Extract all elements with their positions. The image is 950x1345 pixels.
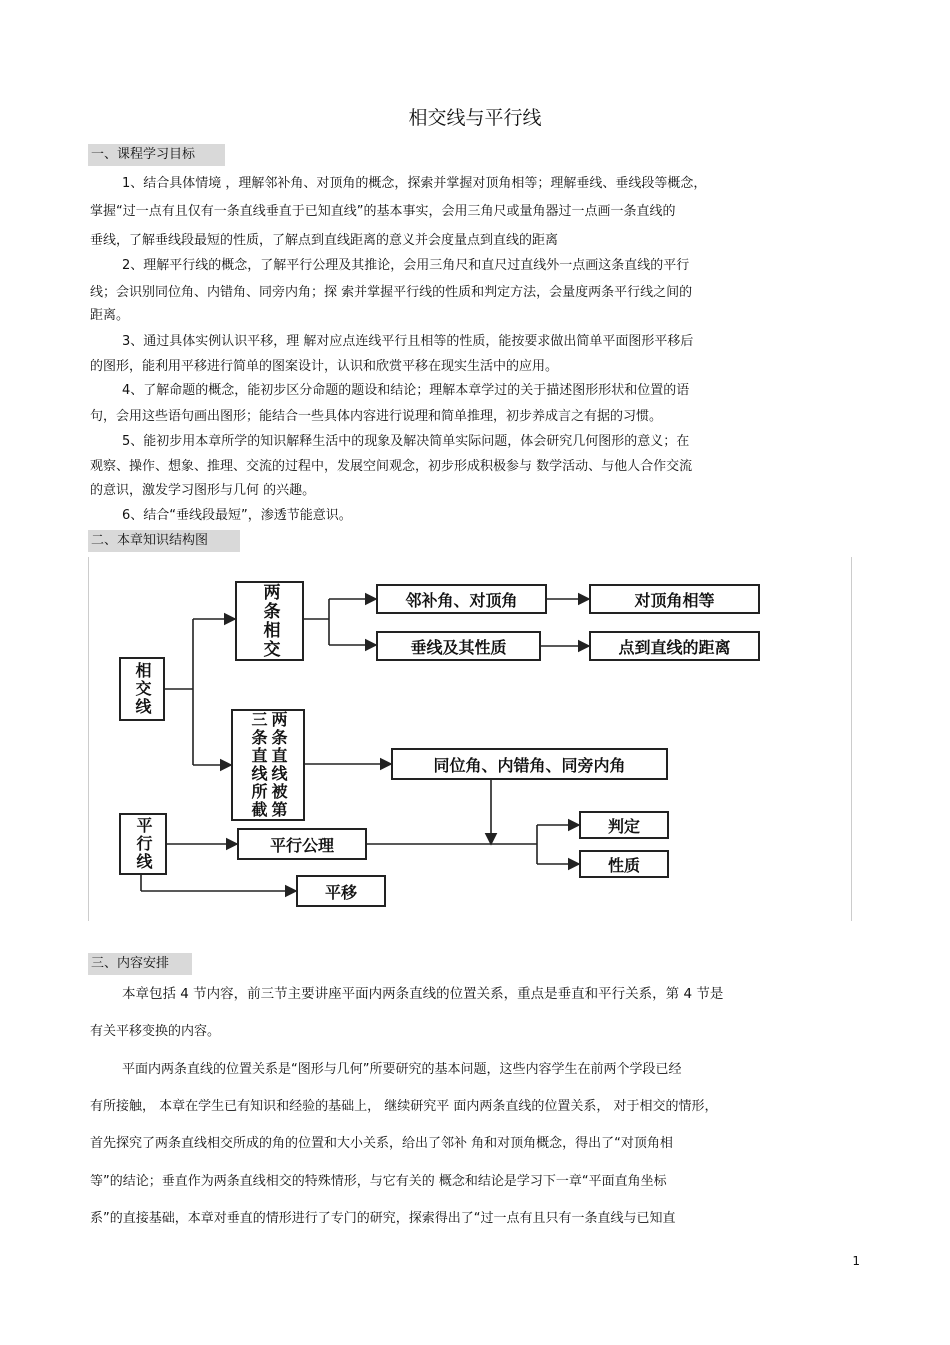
box-two-intersecting-lines: 两条相交: [235, 581, 304, 661]
box-vertical-angles-equal: 对顶角相等: [589, 584, 760, 614]
goal-line: 4、了解命题的概念，能初步区分命题的题设和结论；理解本章学过的关于描述图形形状和位置的语: [122, 383, 690, 398]
content-line: 有所接触， 本章在学生已有知识和经验的基础上， 继续研究平 面内两条直线的位置关系， 对于相交的情形，: [90, 1099, 718, 1114]
box-transversal: 两条直线被第三条直线所截: [231, 709, 305, 821]
goal-line: 线；会识别同位角、内错角、同旁内角；探 索并掌握平行线的性质和判定方法，会量度两条平行线之间的: [90, 285, 693, 300]
goal-line: 的意识，激发学习图形与几何 的兴趣。: [90, 483, 316, 498]
goal-line: 5、能初步用本章所学的知识解释生活中的现象及解决简单实际问题，体会研究几何图形的意义；在: [122, 434, 690, 449]
box-criteria: 判定: [579, 811, 669, 839]
box-parallel-lines: 平行线: [119, 813, 167, 875]
section-heading-goals: 一、课程学习目标: [88, 144, 225, 166]
goal-line: 垂线，了解垂线段最短的性质，了解点到直线距离的意义并会度量点到直线的距离: [90, 233, 559, 248]
section-heading-content: 三、内容安排: [88, 953, 192, 975]
content-line: 平面内两条直线的位置关系是“图形与几何”所要研究的基本问题，这些内容学生在前两个学段已经: [122, 1062, 682, 1077]
content-line: 等”的结论；垂直作为两条直线相交的特殊情形，与它有关的 概念和结论是学习下一章“平面直角坐标: [90, 1174, 667, 1189]
goal-line: 3、通过具体实例认识平移，理 解对应点连线平行且相等的性质，能按要求做出简单平面图形平移后: [122, 334, 694, 349]
goal-line: 的图形，能利用平移进行简单的图案设计，认识和欣赏平移在现实生活中的应用。: [90, 359, 559, 374]
box-angle-types: 同位角、内错角、同旁内角: [391, 748, 668, 780]
goal-line: 1、结合具体情境 ，理解邻补角、对顶角的概念，探索并掌握对顶角相等；理解垂线、垂线段等概念，: [122, 176, 707, 191]
goal-line: 掌握“过一点有且仅有一条直线垂直于已知直线”的基本事实，会用三角尺或量角器过一点画一条直线的: [90, 204, 676, 219]
goal-line: 观察、操作、想象、推理、交流的过程中，发展空间观念，初步形成积极参与 数学活动、与他人合作交流: [90, 459, 693, 474]
box-parallel-axiom: 平行公理: [237, 828, 367, 860]
page-title: 相交线与平行线: [408, 107, 542, 129]
content-line: 本章包括 4 节内容，前三节主要讲座平面内两条直线的位置关系，重点是垂直和平行关系，第 4 节是: [122, 986, 724, 1002]
content-line: 有关平移变换的内容。: [90, 1024, 221, 1039]
box-properties: 性质: [579, 850, 669, 878]
box-adjacent-vertical-angles: 邻补角、对顶角: [376, 584, 547, 614]
goal-line: 句，会用这些语句画出图形；能结合一些具体内容进行说理和简单推理，初步养成言之有据的习惯。: [90, 409, 663, 424]
content-line: 首先探究了两条直线相交所成的角的位置和大小关系，给出了邻补 角和对顶角概念，得出了“对顶角相: [90, 1136, 673, 1151]
content-line: 系”的直接基础，本章对垂直的情形进行了专门的研究，探索得出了“过一点有且只有一条直线与已知直: [90, 1211, 676, 1226]
knowledge-structure-diagram: [88, 557, 852, 921]
box-perpendicular-properties: 垂线及其性质: [376, 631, 541, 661]
box-intersecting-lines: 相交线: [119, 657, 165, 721]
goal-line: 距离。: [90, 308, 130, 323]
page-number: 1: [852, 1254, 860, 1268]
box-translation: 平移: [296, 875, 386, 907]
goal-line: 6、结合“垂线段最短”，渗透节能意识。: [122, 508, 352, 523]
goal-line: 2、理解平行线的概念，了解平行公理及其推论，会用三角尺和直尺过直线外一点画这条直线的平行: [122, 258, 690, 273]
section-heading-structure: 二、本章知识结构图: [88, 530, 240, 552]
box-point-line-distance: 点到直线的距离: [589, 631, 760, 661]
